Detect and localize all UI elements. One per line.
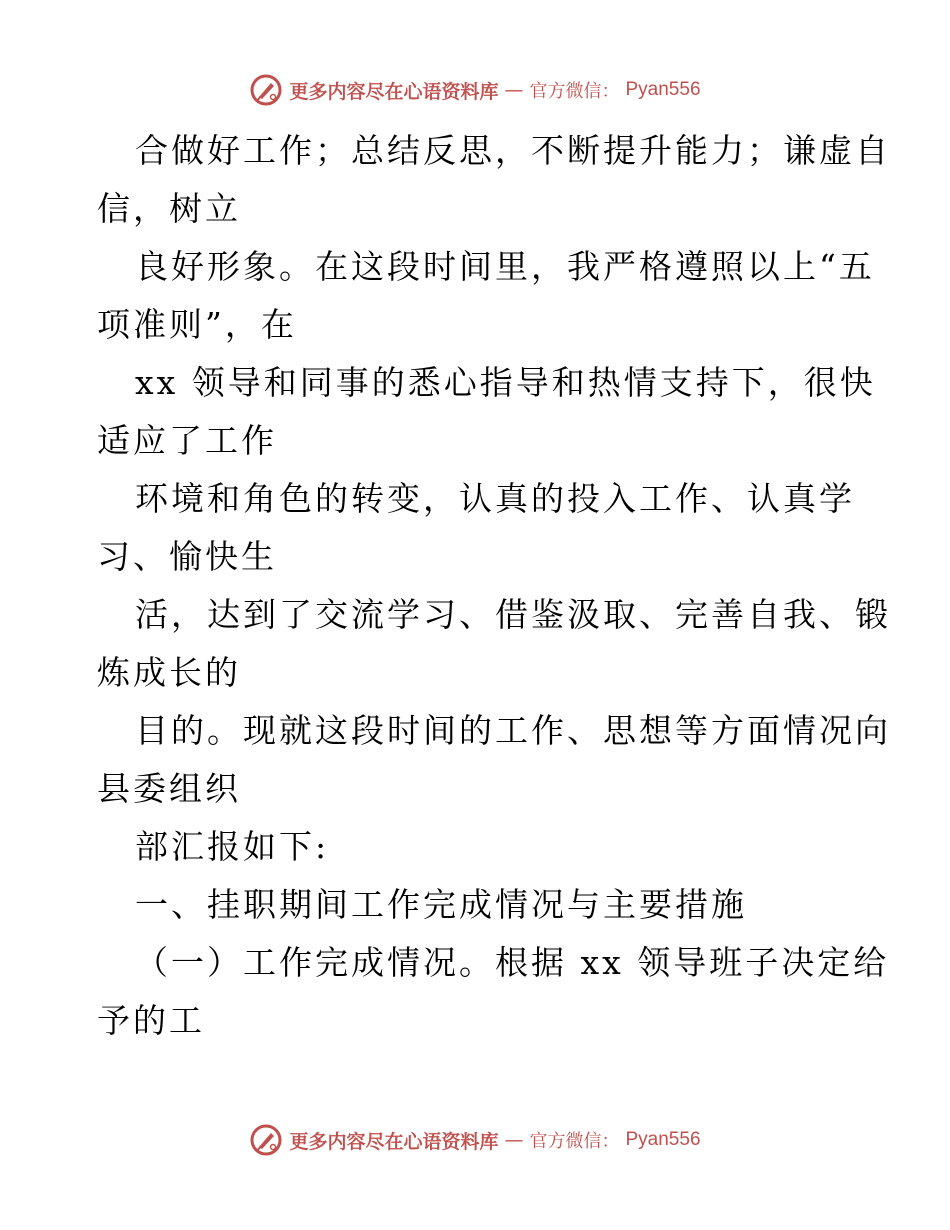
text-line: 炼成长的 xyxy=(97,653,241,692)
watermark-wechat-id: Pyan556 xyxy=(625,79,701,100)
footer-watermark xyxy=(0,1120,950,1160)
quill-logo-icon xyxy=(249,73,283,107)
text-line: 一、挂职期间工作完成情况与主要措施 xyxy=(135,885,747,924)
watermark-official-label: 官方微信： xyxy=(529,81,620,102)
watermark-official-label: 官方微信： xyxy=(529,1131,620,1152)
text-line: 活，达到了交流学习、借鉴汲取、完善自我、锻 xyxy=(135,595,891,634)
quill-logo-icon xyxy=(249,1123,283,1157)
text-line: 习、愉快生 xyxy=(97,537,277,576)
text-line: 部汇报如下: xyxy=(135,827,330,866)
text-line: 合做好工作；总结反思，不断提升能力；谦虚自 xyxy=(135,131,891,170)
watermark-brand: 更多内容尽在心语资料库 xyxy=(289,1130,499,1153)
text-line: 信，树立 xyxy=(97,189,241,228)
text-line: 予的工 xyxy=(97,1001,205,1040)
watermark-dash: — xyxy=(504,79,524,101)
watermark-dash: — xyxy=(504,1129,524,1151)
text-line: 县委组织 xyxy=(97,769,241,808)
header-watermark xyxy=(0,70,950,110)
watermark-brand: 更多内容尽在心语资料库 xyxy=(289,80,499,103)
text-line: xx 领导和同事的悉心指导和热情支持下，很快 xyxy=(135,363,876,402)
watermark-wechat-id: Pyan556 xyxy=(625,1129,701,1150)
text-line: 目的。现就这段时间的工作、思想等方面情况向 xyxy=(135,711,891,750)
text-line: 良好形象。在这段时间里，我严格遵照以上“五 xyxy=(135,247,875,286)
text-line: 项准则”，在 xyxy=(97,305,297,344)
text-line: （一）工作完成情况。根据 xx 领导班子决定给 xyxy=(135,943,890,982)
text-line: 适应了工作 xyxy=(97,421,277,460)
text-line: 环境和角色的转变，认真的投入工作、认真学 xyxy=(135,479,855,518)
document-body xyxy=(97,122,891,1050)
